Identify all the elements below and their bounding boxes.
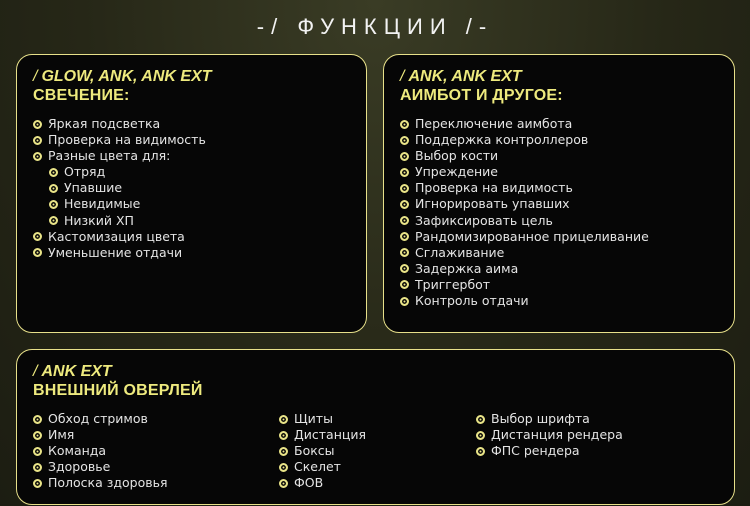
feature-item	[400, 245, 718, 261]
bullet-icon	[33, 447, 42, 456]
feature-item	[400, 116, 718, 132]
feature-item	[400, 261, 718, 277]
feature-label: Дистанция рендера	[491, 427, 623, 443]
bullet-icon	[33, 232, 42, 241]
bullet-icon	[33, 415, 42, 424]
feature-label: Разные цвета для:	[48, 148, 171, 164]
bullet-icon	[400, 120, 409, 129]
bullet-icon	[476, 415, 485, 424]
bullet-icon	[33, 248, 42, 257]
bullet-icon	[49, 184, 58, 193]
feature-label: ФОВ	[294, 475, 324, 491]
glow-tag-text: GLOW, ANK, ANK EXT	[41, 68, 212, 85]
aimbot-card-tag	[400, 67, 718, 86]
feature-item	[33, 475, 279, 491]
feature-label: Отряд	[64, 164, 106, 180]
bullet-icon	[49, 200, 58, 209]
feature-label: Боксы	[294, 443, 335, 459]
feature-label: Обход стримов	[48, 411, 148, 426]
feature-label: ФПС рендера	[491, 443, 580, 459]
feature-label: Зафиксировать цель	[415, 212, 553, 228]
bullet-icon	[33, 431, 42, 440]
aimbot-feature-list	[400, 116, 718, 309]
feature-item	[33, 245, 350, 261]
bullet-icon	[33, 463, 42, 472]
overlay-card	[16, 349, 735, 505]
feature-item	[33, 164, 350, 180]
feature-label: Выбор кости	[415, 148, 499, 164]
feature-item	[33, 148, 350, 164]
feature-item	[33, 427, 279, 443]
aimbot-tag-text: ANK, ANK EXT	[408, 68, 522, 85]
feature-item	[400, 229, 718, 245]
bullet-icon	[279, 463, 288, 472]
feature-item	[279, 443, 476, 459]
feature-item	[400, 164, 718, 180]
overlay-column-1	[33, 411, 279, 491]
feature-label: Упавшие	[64, 180, 123, 196]
bullet-icon	[400, 168, 409, 177]
bullet-icon	[33, 136, 42, 145]
feature-label: Дистанция	[294, 427, 367, 443]
feature-item	[279, 427, 476, 443]
feature-label: Скелет	[294, 459, 341, 475]
feature-item	[279, 475, 476, 491]
bullet-icon	[400, 280, 409, 289]
feature-item	[33, 411, 279, 427]
feature-label: Команда	[48, 443, 107, 459]
overlay-columns	[33, 411, 718, 491]
feature-item	[476, 427, 676, 443]
bullet-icon	[476, 431, 485, 440]
aimbot-card	[383, 54, 735, 333]
feature-item	[400, 277, 718, 293]
bullet-icon	[476, 447, 485, 456]
aimbot-card-heading: АИМБОТ И ДРУГОЕ:	[400, 87, 563, 104]
feature-label: Упреждение	[415, 164, 498, 180]
feature-label: Кастомизация цвета	[48, 228, 185, 244]
tag-slash: /	[33, 68, 38, 85]
bullet-icon	[400, 184, 409, 193]
feature-label: Триггербот	[415, 276, 491, 292]
feature-label: Игнорировать упавших	[415, 196, 570, 212]
feature-label: Низкий ХП	[64, 212, 134, 228]
feature-label: Выбор шрифта	[491, 411, 590, 426]
feature-label: Невидимые	[64, 196, 141, 212]
feature-item	[400, 148, 718, 164]
feature-item	[33, 116, 350, 132]
feature-label: Яркая подсветка	[48, 116, 161, 131]
bullet-icon	[279, 431, 288, 440]
bullet-icon	[400, 136, 409, 145]
bullet-icon	[49, 216, 58, 225]
feature-label: Поддержка контроллеров	[415, 132, 589, 148]
feature-item	[476, 411, 676, 427]
feature-item	[476, 443, 676, 459]
feature-item	[279, 411, 476, 427]
feature-item	[33, 213, 350, 229]
feature-label: Задержка аима	[415, 260, 519, 276]
bullet-icon	[33, 479, 42, 488]
feature-label: Полоска здоровья	[48, 475, 168, 491]
glow-card	[16, 54, 367, 333]
overlay-card-heading: ВНЕШНИЙ ОВЕРЛЕЙ	[33, 382, 203, 399]
bullet-icon	[400, 264, 409, 273]
feature-item	[400, 132, 718, 148]
bullet-icon	[33, 152, 42, 161]
bullet-icon	[400, 200, 409, 209]
feature-item	[33, 229, 350, 245]
overlay-column-3	[476, 411, 676, 491]
tag-slash: /	[33, 363, 38, 380]
page-title: -/ ФУНКЦИИ /-	[256, 14, 494, 39]
feature-item	[33, 196, 350, 212]
bullet-icon	[279, 479, 288, 488]
feature-label: Имя	[48, 427, 75, 443]
bullet-icon	[400, 297, 409, 306]
overlay-column-2	[279, 411, 476, 491]
feature-label: Проверка на видимость	[415, 180, 573, 196]
feature-item	[33, 180, 350, 196]
feature-item	[400, 293, 718, 309]
bullet-icon	[33, 120, 42, 129]
feature-item	[400, 180, 718, 196]
feature-label: Щиты	[294, 411, 333, 426]
feature-item	[400, 213, 718, 229]
overlay-tag-text: ANK EXT	[41, 363, 112, 380]
overlay-card-tag	[33, 362, 718, 381]
bullet-icon	[400, 232, 409, 241]
feature-label: Здоровье	[48, 459, 111, 475]
tag-slash: /	[400, 68, 405, 85]
glow-feature-list	[33, 116, 350, 261]
bullet-icon	[400, 152, 409, 161]
feature-label: Рандомизированное прицеливание	[415, 228, 649, 244]
glow-card-heading: СВЕЧЕНИЕ:	[33, 87, 130, 104]
bullet-icon	[400, 248, 409, 257]
bullet-icon	[279, 415, 288, 424]
feature-label: Сглаживание	[415, 244, 505, 260]
feature-label: Контроль отдачи	[415, 293, 529, 309]
feature-item	[279, 459, 476, 475]
bullet-icon	[49, 168, 58, 177]
bullet-icon	[279, 447, 288, 456]
bullet-icon	[400, 216, 409, 225]
glow-card-tag	[33, 67, 350, 86]
feature-item	[33, 132, 350, 148]
feature-label: Проверка на видимость	[48, 132, 206, 148]
feature-label: Переключение аимбота	[415, 116, 573, 131]
feature-item	[33, 459, 279, 475]
feature-label: Уменьшение отдачи	[48, 244, 183, 260]
feature-item	[33, 443, 279, 459]
feature-item	[400, 196, 718, 212]
